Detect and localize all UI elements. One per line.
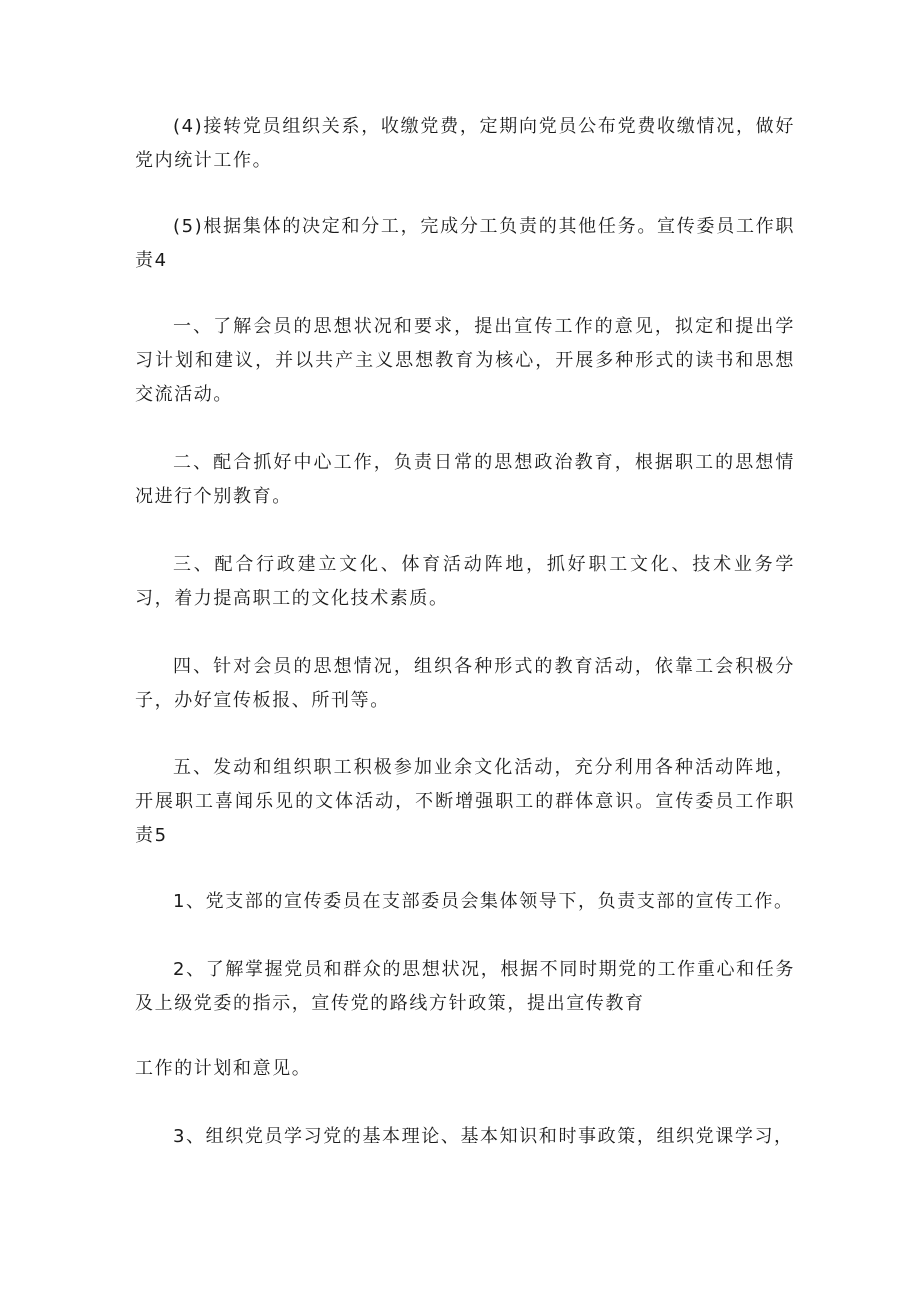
- paragraph-three-culture-sports: 三、配合行政建立文化、体育活动阵地，抓好职工文化、技术业务学习，着力提高职工的文化技术素质。: [135, 554, 795, 609]
- paragraph-one-member-thoughts: 一、了解会员的思想状况和要求，提出宣传工作的意见，拟定和提出学习计划和建议，并以共产主义思想教育为核心，开展多种形式的读书和思想交流活动。: [135, 316, 795, 405]
- paragraph-2-understand-thoughts: 2、了解掌握党员和群众的思想状况，根据不同时期党的工作重心和任务及上级党委的指示，宣传党的路线方针政策，提出宣传教育: [135, 959, 795, 1014]
- paragraph-five-leisure-culture: 五、发动和组织职工积极参加业余文化活动，充分利用各种活动阵地，开展职工喜闻乐见的文体活动，不断增强职工的群体意识。宣传委员工作职责5: [135, 757, 795, 846]
- paragraph-5-other-tasks: (5)根据集体的决定和分工，完成分工负责的其他任务。宣传委员工作职责4: [135, 216, 795, 271]
- paragraph-3-organize-study: 3、组织党员学习党的基本理论、基本知识和时事政策，组织党课学习，: [173, 1126, 794, 1147]
- paragraph-4-party-relations: (4)接转党员组织关系，收缴党费，定期向党员公布党费收缴情况，做好党内统计工作。: [135, 116, 795, 171]
- paragraph-2-continuation: 工作的计划和意见。: [135, 1058, 312, 1079]
- paragraph-two-central-work: 二、配合抓好中心工作，负责日常的思想政治教育，根据职工的思想情况进行个别教育。: [135, 452, 795, 507]
- paragraph-four-education-activities: 四、针对会员的思想情况，组织各种形式的教育活动，依靠工会积极分子，办好宣传板报、所刊等。: [135, 656, 795, 711]
- paragraph-1-publicity-committee: 1、党支部的宣传委员在支部委员会集体领导下，负责支部的宣传工作。: [173, 891, 794, 912]
